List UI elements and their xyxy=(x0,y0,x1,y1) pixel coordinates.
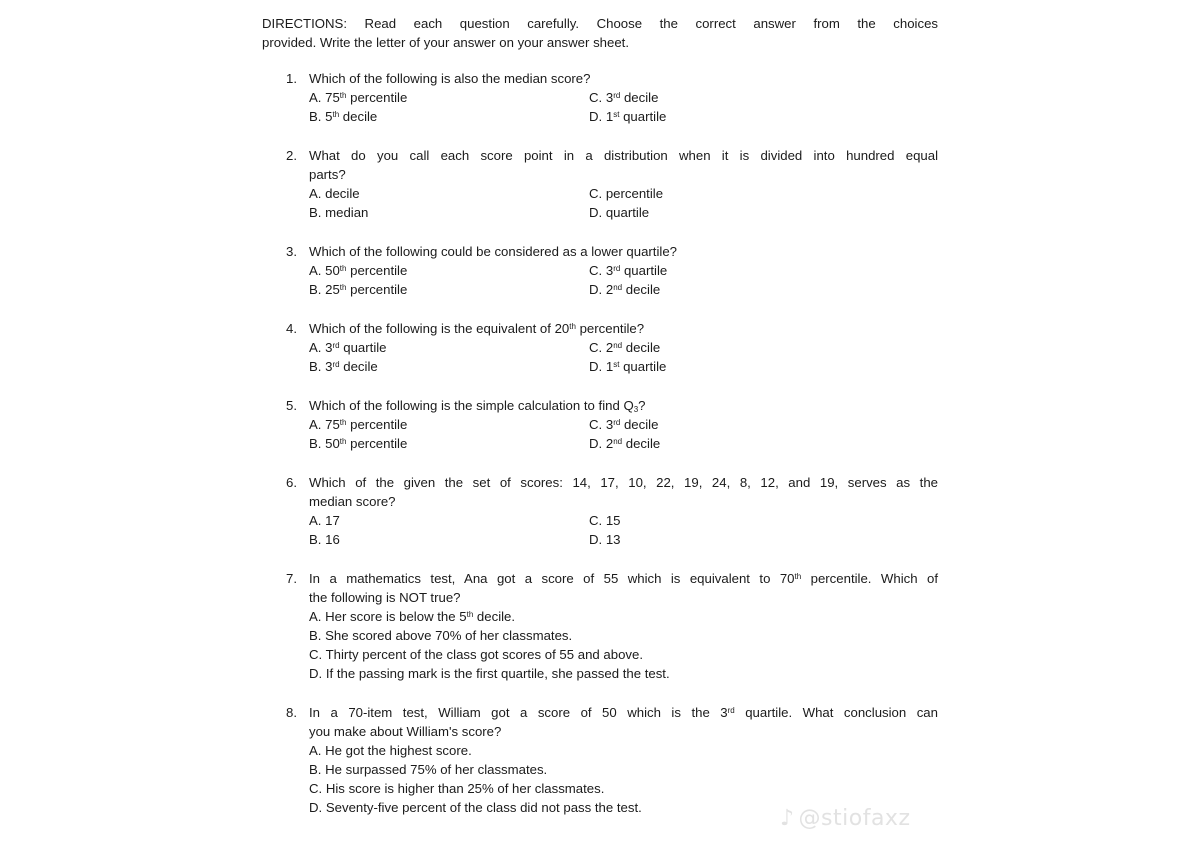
choice-b: B. 16 xyxy=(309,532,340,547)
choice-d: D. 1st quartile xyxy=(589,109,667,124)
question-number: 2. xyxy=(286,148,297,163)
directions-line-2: provided. Write the letter of your answer on your answer sheet. xyxy=(262,35,629,50)
question-text: Which of the following is the simple calculation to find $Q_3$? xyxy=(309,398,646,414)
choice-b: B. 25th percentile xyxy=(309,282,408,297)
question-text: Which of the given the set of scores: 14, 17, 10, 22, 19, 24, 8, 12, and 19, serves as the median score? xyxy=(309,475,938,509)
choices xyxy=(309,184,938,222)
question-text: What do you call each score point in a distribution when it is divided into hundred equal parts? xyxy=(309,148,938,182)
choice-d: D. 1st quartile xyxy=(589,359,667,374)
choice-d: D. Seventy-five percent of the class did not pass the test. xyxy=(309,800,642,815)
choice-b: B. 50th percentile xyxy=(309,436,408,451)
directions-line-1: DIRECTIONS: Read each question carefully. Choose the correct answer from the choices xyxy=(262,16,938,31)
question-3 xyxy=(262,242,938,299)
choice-b: B. 5th decile xyxy=(309,109,378,124)
choices xyxy=(309,415,938,453)
choice-c: C. Thirty percent of the class got scores of 55 and above. xyxy=(309,647,644,662)
choice-d: D. If the passing mark is the first quartile, she passed the test. xyxy=(309,666,670,681)
question-number: 4. xyxy=(286,321,297,336)
choice-b: B. 3rd decile xyxy=(309,359,378,374)
question-6 xyxy=(262,473,938,549)
question-number: 8. xyxy=(286,705,297,720)
choice-a: A. decile xyxy=(309,186,360,201)
choice-a: A. 75th percentile xyxy=(309,90,408,105)
choice-a: A. 17 xyxy=(309,513,340,528)
question-text: In a mathematics test, Ana got a score of 55 which is equivalent to 70th percentile. Which of the following is NOT true? xyxy=(309,571,938,605)
choice-a: A. 3rd quartile xyxy=(309,340,387,355)
choice-c: C. 3rd decile xyxy=(589,90,659,105)
choice-d: D. quartile xyxy=(589,205,650,220)
choice-c: C. 2nd decile xyxy=(589,340,661,355)
choice-d: D. 13 xyxy=(589,532,621,547)
choice-c: C. 3rd decile xyxy=(589,417,659,432)
question-8 xyxy=(262,703,938,817)
choice-a: A. 50th percentile xyxy=(309,263,408,278)
choice-c: C. 15 xyxy=(589,513,621,528)
question-text: Which of the following could be considered as a lower quartile? xyxy=(309,244,677,259)
question-number: 5. xyxy=(286,398,297,413)
question-text: Which of the following is also the median score? xyxy=(309,71,591,86)
watermark-handle: @stiofaxz xyxy=(798,806,911,831)
question-5 xyxy=(262,396,938,453)
question-text: Which of the following is the equivalent of 20th percentile? xyxy=(309,321,645,336)
question-1 xyxy=(262,69,938,126)
question-number: 6. xyxy=(286,475,297,490)
choice-a: A. He got the highest score. xyxy=(309,743,472,758)
choices xyxy=(309,607,938,683)
question-number: 7. xyxy=(286,571,297,586)
question-4 xyxy=(262,319,938,376)
choice-d: D. 2nd decile xyxy=(589,436,661,451)
choice-b: B. She scored above 70% of her classmates. xyxy=(309,628,573,643)
choices xyxy=(309,261,938,299)
question-number: 3. xyxy=(286,244,297,259)
choice-a: A. 75th percentile xyxy=(309,417,408,432)
choice-c: C. 3rd quartile xyxy=(589,263,668,278)
choice-b: B. median xyxy=(309,205,369,220)
question-2 xyxy=(262,146,938,222)
directions xyxy=(262,14,938,52)
question-7 xyxy=(262,569,938,683)
choices xyxy=(309,88,938,126)
choice-c: C. percentile xyxy=(589,186,664,201)
choice-c: C. His score is higher than 25% of her classmates. xyxy=(309,781,605,796)
choice-d: D. 2nd decile xyxy=(589,282,661,297)
question-text: In a 70-item test, William got a score of 50 which is the 3rd quartile. What conclusion can you make about William's score? xyxy=(309,705,938,739)
choices xyxy=(309,511,938,549)
watermark xyxy=(780,806,911,831)
question-number: 1. xyxy=(286,71,297,86)
choice-b: B. He surpassed 75% of her classmates. xyxy=(309,762,548,777)
choices xyxy=(309,338,938,376)
worksheet xyxy=(262,14,938,817)
tiktok-note-icon: ♪ xyxy=(780,806,795,831)
choice-a: A. Her score is below the 5th decile. xyxy=(309,609,516,624)
